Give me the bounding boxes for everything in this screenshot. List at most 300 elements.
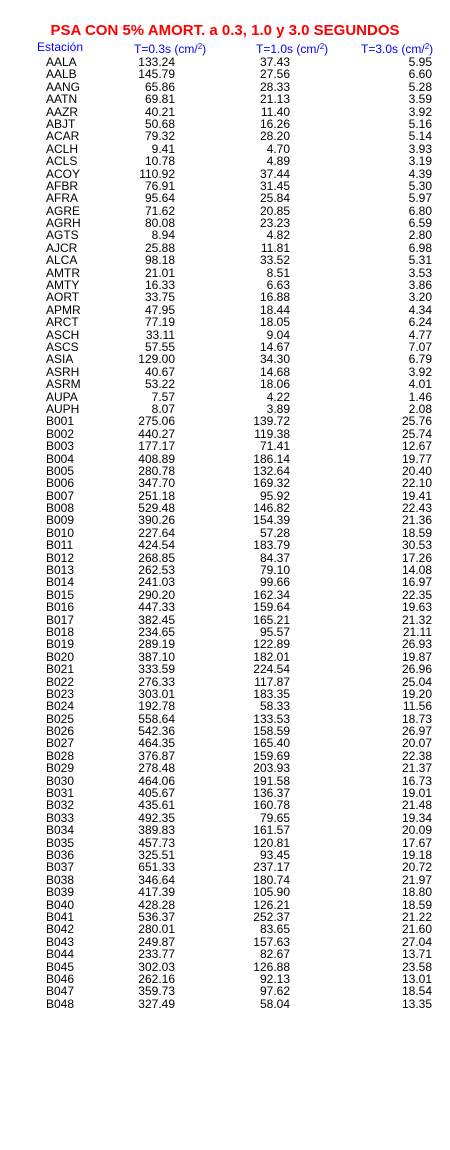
t03-cell: 7.57 bbox=[151, 389, 175, 404]
header-t10-unit-sup: 2 bbox=[319, 42, 325, 51]
t10-cell: 146.82 bbox=[253, 501, 290, 516]
t30-cell: 5.28 bbox=[408, 79, 432, 94]
station-cell: B001 bbox=[46, 414, 75, 429]
t30-cell: 19.87 bbox=[401, 649, 432, 664]
t30-cell: 3.93 bbox=[408, 141, 432, 156]
t10-cell: 105.90 bbox=[253, 885, 290, 900]
t03-cell: 241.03 bbox=[138, 575, 175, 590]
station-cell: ACLS bbox=[46, 154, 78, 169]
page-title: PSA CON 5% AMORT. a 0.3, 1.0 y 3.0 SEGUNDOS bbox=[50, 22, 400, 39]
t10-cell: 117.87 bbox=[254, 674, 290, 689]
station-cell: B033 bbox=[46, 810, 75, 825]
t30-cell: 4.77 bbox=[408, 327, 432, 342]
t03-cell: 80.08 bbox=[144, 216, 175, 231]
station-cell: B032 bbox=[46, 798, 75, 813]
t03-cell: 76.91 bbox=[144, 178, 175, 193]
t30-cell: 26.96 bbox=[401, 662, 432, 677]
t30-cell: 19.01 bbox=[401, 786, 432, 801]
t03-cell: 333.59 bbox=[138, 662, 175, 677]
t03-cell: 405.67 bbox=[138, 786, 175, 801]
t10-cell: 79.10 bbox=[259, 563, 290, 578]
t10-cell: 191.58 bbox=[253, 773, 290, 788]
t30-cell: 30.53 bbox=[401, 538, 432, 553]
t10-cell: 6.63 bbox=[266, 278, 290, 293]
table-row bbox=[0, 291, 450, 303]
t30-cell: 3.20 bbox=[408, 290, 432, 305]
station-cell: B018 bbox=[46, 624, 75, 639]
station-cell: AORT bbox=[46, 290, 80, 305]
t03-cell: 33.11 bbox=[145, 327, 175, 342]
t10-cell: 18.05 bbox=[259, 315, 290, 330]
table-row bbox=[0, 601, 450, 613]
table-row bbox=[0, 477, 450, 489]
t30-cell: 13.01 bbox=[401, 971, 432, 986]
t10-cell: 182.01 bbox=[253, 649, 290, 664]
table-row bbox=[0, 440, 450, 452]
t10-cell: 97.62 bbox=[259, 984, 290, 999]
table-row bbox=[0, 985, 450, 997]
t10-cell: 158.59 bbox=[253, 724, 290, 739]
t10-cell: 161.57 bbox=[253, 823, 290, 838]
t30-cell: 18.54 bbox=[401, 984, 432, 999]
t10-cell: 23.23 bbox=[259, 216, 290, 231]
t30-cell: 22.38 bbox=[401, 748, 432, 763]
table-row bbox=[0, 998, 450, 1010]
table-row bbox=[0, 762, 450, 774]
t03-cell: 110.92 bbox=[139, 166, 175, 181]
table-row bbox=[0, 353, 450, 365]
t03-cell: 492.35 bbox=[138, 810, 175, 825]
table-row bbox=[0, 415, 450, 427]
station-cell: B047 bbox=[46, 984, 75, 999]
table-row bbox=[0, 948, 450, 960]
t30-cell: 1.46 bbox=[408, 389, 432, 404]
table-row bbox=[0, 514, 450, 526]
t10-cell: 92.13 bbox=[259, 971, 290, 986]
t03-cell: 435.61 bbox=[138, 798, 175, 813]
station-cell: ABJT bbox=[46, 116, 76, 131]
station-cell: B027 bbox=[46, 736, 75, 751]
t03-cell: 417.39 bbox=[138, 885, 175, 900]
t10-cell: 157.63 bbox=[253, 934, 290, 949]
t03-cell: 464.35 bbox=[138, 736, 175, 751]
t10-cell: 37.43 bbox=[259, 55, 290, 69]
t10-cell: 154.39 bbox=[253, 513, 290, 528]
station-cell: ACAR bbox=[46, 129, 80, 144]
table-row bbox=[0, 192, 450, 204]
station-cell: B002 bbox=[46, 426, 75, 441]
t10-cell: 20.85 bbox=[259, 203, 290, 218]
t10-cell: 58.04 bbox=[259, 996, 290, 1011]
station-cell: AGRE bbox=[46, 203, 81, 218]
t30-cell: 18.73 bbox=[401, 711, 432, 726]
t30-cell: 4.01 bbox=[408, 377, 432, 392]
t10-cell: 31.45 bbox=[259, 178, 290, 193]
t10-cell: 84.37 bbox=[259, 550, 290, 565]
t03-cell: 249.87 bbox=[138, 934, 175, 949]
station-cell: B039 bbox=[46, 885, 75, 900]
station-cell: ASCS bbox=[46, 339, 79, 354]
t30-cell: 25.74 bbox=[401, 426, 432, 441]
station-cell: B011 bbox=[46, 538, 74, 553]
t10-cell: 160.78 bbox=[253, 798, 290, 813]
t03-cell: 447.33 bbox=[138, 600, 175, 615]
t30-cell: 7.07 bbox=[408, 339, 432, 354]
t10-cell: 4.70 bbox=[266, 141, 290, 156]
station-cell: B044 bbox=[46, 947, 75, 962]
station-cell: B016 bbox=[46, 600, 75, 615]
t10-cell: 4.82 bbox=[266, 228, 290, 243]
t03-cell: 359.73 bbox=[138, 984, 175, 999]
t03-cell: 408.89 bbox=[138, 451, 175, 466]
station-cell: B041 bbox=[46, 909, 75, 924]
t03-cell: 280.01 bbox=[138, 922, 175, 937]
station-cell: B028 bbox=[46, 748, 75, 763]
t03-cell: 262.53 bbox=[138, 563, 175, 578]
t10-cell: 71.41 bbox=[259, 439, 290, 454]
station-cell: B038 bbox=[46, 872, 75, 887]
station-cell: B020 bbox=[46, 649, 75, 664]
t30-cell: 19.20 bbox=[401, 686, 432, 701]
t10-cell: 57.28 bbox=[259, 525, 290, 540]
t10-cell: 183.79 bbox=[253, 538, 290, 553]
station-cell: ASRH bbox=[46, 364, 80, 379]
t30-cell: 2.08 bbox=[408, 401, 432, 416]
station-cell: B013 bbox=[46, 563, 75, 578]
table-row bbox=[0, 130, 450, 142]
t30-cell: 3.86 bbox=[408, 278, 432, 293]
t03-cell: 376.87 bbox=[138, 748, 175, 763]
t03-cell: 424.54 bbox=[138, 538, 175, 553]
t03-cell: 346.64 bbox=[138, 872, 175, 887]
header-t30-unit-sup: 2 bbox=[424, 42, 430, 51]
t03-cell: 276.33 bbox=[138, 674, 175, 689]
t10-cell: 25.84 bbox=[259, 191, 290, 206]
t10-cell: 186.14 bbox=[253, 451, 290, 466]
station-cell: B004 bbox=[46, 451, 75, 466]
station-cell: AALA bbox=[46, 55, 77, 69]
t10-cell: 93.45 bbox=[259, 848, 290, 862]
t30-cell: 25.76 bbox=[401, 414, 432, 429]
t30-cell: 17.26 bbox=[401, 550, 432, 565]
header-t30 bbox=[361, 40, 433, 56]
header-t10-close: ) bbox=[324, 42, 329, 56]
table-row bbox=[0, 576, 450, 588]
station-cell: B008 bbox=[46, 501, 75, 516]
station-cell: B012 bbox=[46, 550, 75, 565]
station-cell: AGRH bbox=[46, 216, 81, 231]
t03-cell: 234.65 bbox=[138, 624, 175, 639]
table-row bbox=[0, 539, 450, 551]
t30-cell: 18.80 bbox=[401, 885, 432, 900]
table-row bbox=[0, 886, 450, 898]
station-cell: ASIA bbox=[46, 352, 74, 367]
t10-cell: 21.13 bbox=[259, 92, 290, 107]
t03-cell: 177.17 bbox=[138, 439, 175, 454]
station-cell: B024 bbox=[46, 699, 75, 714]
station-cell: B046 bbox=[46, 971, 75, 986]
t30-cell: 11.56 bbox=[402, 699, 432, 714]
t10-cell: 126.21 bbox=[253, 897, 290, 912]
t30-cell: 22.43 bbox=[401, 501, 432, 516]
station-cell: B042 bbox=[46, 922, 75, 937]
t10-cell: 122.89 bbox=[253, 637, 290, 652]
station-cell: AGTS bbox=[46, 228, 79, 243]
t30-cell: 20.09 bbox=[401, 823, 432, 838]
t30-cell: 25.04 bbox=[401, 674, 432, 689]
t30-cell: 21.60 bbox=[401, 922, 432, 937]
station-cell: ACLH bbox=[46, 141, 79, 156]
t10-cell: 165.21 bbox=[253, 612, 290, 627]
t10-cell: 9.04 bbox=[266, 327, 290, 342]
t10-cell: 37.44 bbox=[259, 166, 290, 181]
station-cell: AMTY bbox=[46, 278, 80, 293]
t03-cell: 529.48 bbox=[138, 501, 175, 516]
t30-cell: 6.59 bbox=[408, 216, 432, 231]
t30-cell: 13.35 bbox=[401, 996, 432, 1011]
t30-cell: 3.59 bbox=[408, 92, 432, 107]
t03-cell: 440.27 bbox=[138, 426, 175, 441]
station-cell: B029 bbox=[46, 761, 75, 776]
t03-cell: 457.73 bbox=[138, 835, 175, 850]
t03-cell: 303.01 bbox=[138, 686, 175, 701]
t10-cell: 83.65 bbox=[259, 922, 290, 937]
t30-cell: 19.77 bbox=[401, 451, 432, 466]
t10-cell: 159.64 bbox=[253, 600, 290, 615]
t10-cell: 16.26 bbox=[259, 116, 290, 131]
t10-cell: 224.54 bbox=[253, 662, 290, 677]
t03-cell: 262.16 bbox=[138, 971, 175, 986]
t03-cell: 464.06 bbox=[138, 773, 175, 788]
station-cell: B040 bbox=[46, 897, 75, 912]
station-cell: AFBR bbox=[46, 178, 79, 193]
t03-cell: 79.32 bbox=[144, 129, 175, 144]
station-cell: ASRM bbox=[46, 377, 81, 392]
t30-cell: 20.40 bbox=[401, 463, 432, 478]
t30-cell: 5.30 bbox=[408, 178, 432, 193]
t30-cell: 21.22 bbox=[401, 909, 432, 924]
station-cell: AATN bbox=[46, 92, 78, 107]
t03-cell: 33.75 bbox=[144, 290, 175, 305]
t30-cell: 18.59 bbox=[401, 897, 432, 912]
t03-cell: 390.26 bbox=[138, 513, 175, 528]
station-cell: B045 bbox=[46, 959, 75, 974]
t30-cell: 21.36 bbox=[401, 513, 432, 528]
t10-cell: 237.17 bbox=[253, 860, 290, 875]
station-cell: B048 bbox=[46, 996, 75, 1011]
t03-cell: 227.64 bbox=[138, 525, 175, 540]
t03-cell: 268.85 bbox=[138, 550, 175, 565]
station-cell: B009 bbox=[46, 513, 75, 528]
t30-cell: 23.58 bbox=[401, 959, 432, 974]
station-cell: B021 bbox=[46, 662, 75, 677]
t30-cell: 21.97 bbox=[401, 872, 432, 887]
station-cell: B019 bbox=[46, 637, 75, 652]
t03-cell: 53.22 bbox=[144, 377, 175, 392]
header-t03 bbox=[134, 40, 206, 56]
t10-cell: 95.92 bbox=[259, 488, 290, 503]
t03-cell: 558.64 bbox=[138, 711, 175, 726]
table-row bbox=[0, 663, 450, 675]
station-cell: ASCH bbox=[46, 327, 80, 342]
header-t30-label: T=3.0s (cm/ bbox=[361, 42, 425, 56]
station-cell: AJCR bbox=[46, 240, 78, 255]
t03-cell: 290.20 bbox=[138, 587, 175, 602]
t30-cell: 17.67 bbox=[401, 835, 432, 850]
t03-cell: 289.19 bbox=[138, 637, 175, 652]
t03-cell: 9.41 bbox=[151, 141, 175, 156]
header-t03-close: ) bbox=[202, 42, 207, 56]
station-cell: AUPA bbox=[46, 389, 78, 404]
t30-cell: 5.31 bbox=[408, 253, 432, 268]
t10-cell: 3.89 bbox=[266, 401, 290, 416]
t10-cell: 14.67 bbox=[259, 339, 290, 354]
t10-cell: 139.72 bbox=[253, 414, 290, 429]
t30-cell: 19.63 bbox=[401, 600, 432, 615]
data-table bbox=[0, 56, 450, 1010]
t03-cell: 69.81 bbox=[144, 92, 175, 107]
t03-cell: 8.07 bbox=[151, 401, 175, 416]
t03-cell: 536.37 bbox=[138, 909, 175, 924]
t03-cell: 347.70 bbox=[138, 476, 175, 491]
station-cell: B005 bbox=[46, 463, 75, 478]
table-row bbox=[0, 861, 450, 873]
station-cell: B015 bbox=[46, 587, 75, 602]
t10-cell: 4.22 bbox=[266, 389, 290, 404]
t10-cell: 95.57 bbox=[259, 624, 290, 639]
t10-cell: 58.33 bbox=[259, 699, 290, 714]
t10-cell: 252.37 bbox=[253, 909, 290, 924]
station-cell: B030 bbox=[46, 773, 75, 788]
t30-cell: 6.98 bbox=[408, 240, 432, 255]
header-t30-close: ) bbox=[429, 42, 434, 56]
station-cell: B043 bbox=[46, 934, 75, 949]
t10-cell: 99.66 bbox=[259, 575, 290, 590]
t03-cell: 275.06 bbox=[138, 414, 175, 429]
t30-cell: 22.35 bbox=[401, 587, 432, 602]
t03-cell: 387.10 bbox=[138, 649, 175, 664]
t30-cell: 26.97 bbox=[401, 724, 432, 739]
t03-cell: 71.62 bbox=[144, 203, 175, 218]
t30-cell: 4.39 bbox=[408, 166, 432, 181]
station-cell: B031 bbox=[46, 786, 75, 801]
t10-cell: 16.88 bbox=[259, 290, 290, 305]
t30-cell: 3.92 bbox=[408, 364, 432, 379]
t10-cell: 4.89 bbox=[266, 154, 290, 169]
t03-cell: 10.78 bbox=[144, 154, 175, 169]
t10-cell: 11.81 bbox=[260, 240, 290, 255]
t30-cell: 19.34 bbox=[401, 810, 432, 825]
t10-cell: 169.32 bbox=[253, 476, 290, 491]
station-cell: AMTR bbox=[46, 265, 80, 280]
header-station: Estación bbox=[37, 40, 84, 54]
t10-cell: 34.30 bbox=[259, 352, 290, 367]
t30-cell: 3.92 bbox=[408, 104, 432, 119]
station-cell: AANG bbox=[46, 79, 81, 94]
header-t03-label: T=0.3s (cm/ bbox=[134, 42, 198, 56]
t30-cell: 13.71 bbox=[401, 947, 432, 962]
header-t10 bbox=[256, 40, 328, 56]
t03-cell: 327.49 bbox=[138, 996, 175, 1011]
t03-cell: 57.55 bbox=[144, 339, 175, 354]
t03-cell: 129.00 bbox=[138, 352, 175, 367]
table-row bbox=[0, 923, 450, 935]
station-cell: AFRA bbox=[46, 191, 79, 206]
t30-cell: 14.08 bbox=[401, 563, 432, 578]
t03-cell: 251.18 bbox=[138, 488, 175, 503]
t30-cell: 26.93 bbox=[401, 637, 432, 652]
station-cell: B022 bbox=[46, 674, 75, 689]
t10-cell: 119.38 bbox=[254, 426, 290, 441]
t03-cell: 77.19 bbox=[144, 315, 175, 330]
t03-cell: 542.36 bbox=[138, 724, 175, 739]
t30-cell: 6.80 bbox=[408, 203, 432, 218]
t10-cell: 132.64 bbox=[253, 463, 290, 478]
t30-cell: 22.10 bbox=[401, 476, 432, 491]
table-row bbox=[0, 799, 450, 811]
station-cell: APMR bbox=[46, 302, 81, 317]
station-cell: AALB bbox=[46, 67, 77, 82]
t30-cell: 19.41 bbox=[401, 488, 432, 503]
t10-cell: 28.33 bbox=[259, 79, 290, 94]
t30-cell: 21.48 bbox=[401, 798, 432, 813]
t10-cell: 120.81 bbox=[253, 835, 290, 850]
t30-cell: 20.72 bbox=[401, 860, 432, 875]
table-row bbox=[0, 93, 450, 105]
t10-cell: 180.74 bbox=[253, 872, 290, 887]
t30-cell: 20.07 bbox=[401, 736, 432, 751]
station-cell: ARCT bbox=[46, 315, 79, 330]
t10-cell: 126.88 bbox=[253, 959, 290, 974]
t30-cell: 5.95 bbox=[408, 55, 432, 69]
t03-cell: 95.64 bbox=[144, 191, 175, 206]
t30-cell: 12.67 bbox=[401, 439, 432, 454]
t30-cell: 21.32 bbox=[401, 612, 432, 627]
t10-cell: 79.65 bbox=[259, 810, 290, 825]
table-row bbox=[0, 700, 450, 712]
t10-cell: 18.06 bbox=[259, 377, 290, 392]
header-t10-label: T=1.0s (cm/ bbox=[256, 42, 320, 56]
t30-cell: 21.37 bbox=[401, 761, 432, 776]
t03-cell: 389.83 bbox=[138, 823, 175, 838]
station-cell: B014 bbox=[46, 575, 75, 590]
t10-cell: 133.53 bbox=[253, 711, 290, 726]
t03-cell: 47.95 bbox=[144, 302, 175, 317]
t03-cell: 133.24 bbox=[138, 55, 175, 69]
t30-cell: 6.79 bbox=[408, 352, 432, 367]
t30-cell: 21.11 bbox=[402, 624, 432, 639]
station-cell: AAZR bbox=[46, 104, 79, 119]
table-row bbox=[0, 638, 450, 650]
t03-cell: 8.94 bbox=[151, 228, 175, 243]
station-cell: ALCA bbox=[46, 253, 78, 268]
t10-cell: 82.67 bbox=[259, 947, 290, 962]
t30-cell: 6.60 bbox=[408, 67, 432, 82]
table-row bbox=[0, 229, 450, 241]
t30-cell: 6.24 bbox=[408, 315, 432, 330]
t30-cell: 4.34 bbox=[408, 302, 432, 317]
station-cell: B035 bbox=[46, 835, 75, 850]
station-cell: ACOY bbox=[46, 166, 81, 181]
t30-cell: 5.14 bbox=[408, 129, 432, 144]
t30-cell: 3.19 bbox=[408, 154, 432, 169]
t03-cell: 651.33 bbox=[138, 860, 175, 875]
t03-cell: 65.86 bbox=[144, 79, 175, 94]
t10-cell: 136.37 bbox=[253, 786, 290, 801]
t03-cell: 40.67 bbox=[144, 364, 175, 379]
t30-cell: 19.18 bbox=[401, 848, 432, 862]
t03-cell: 40.21 bbox=[144, 104, 175, 119]
